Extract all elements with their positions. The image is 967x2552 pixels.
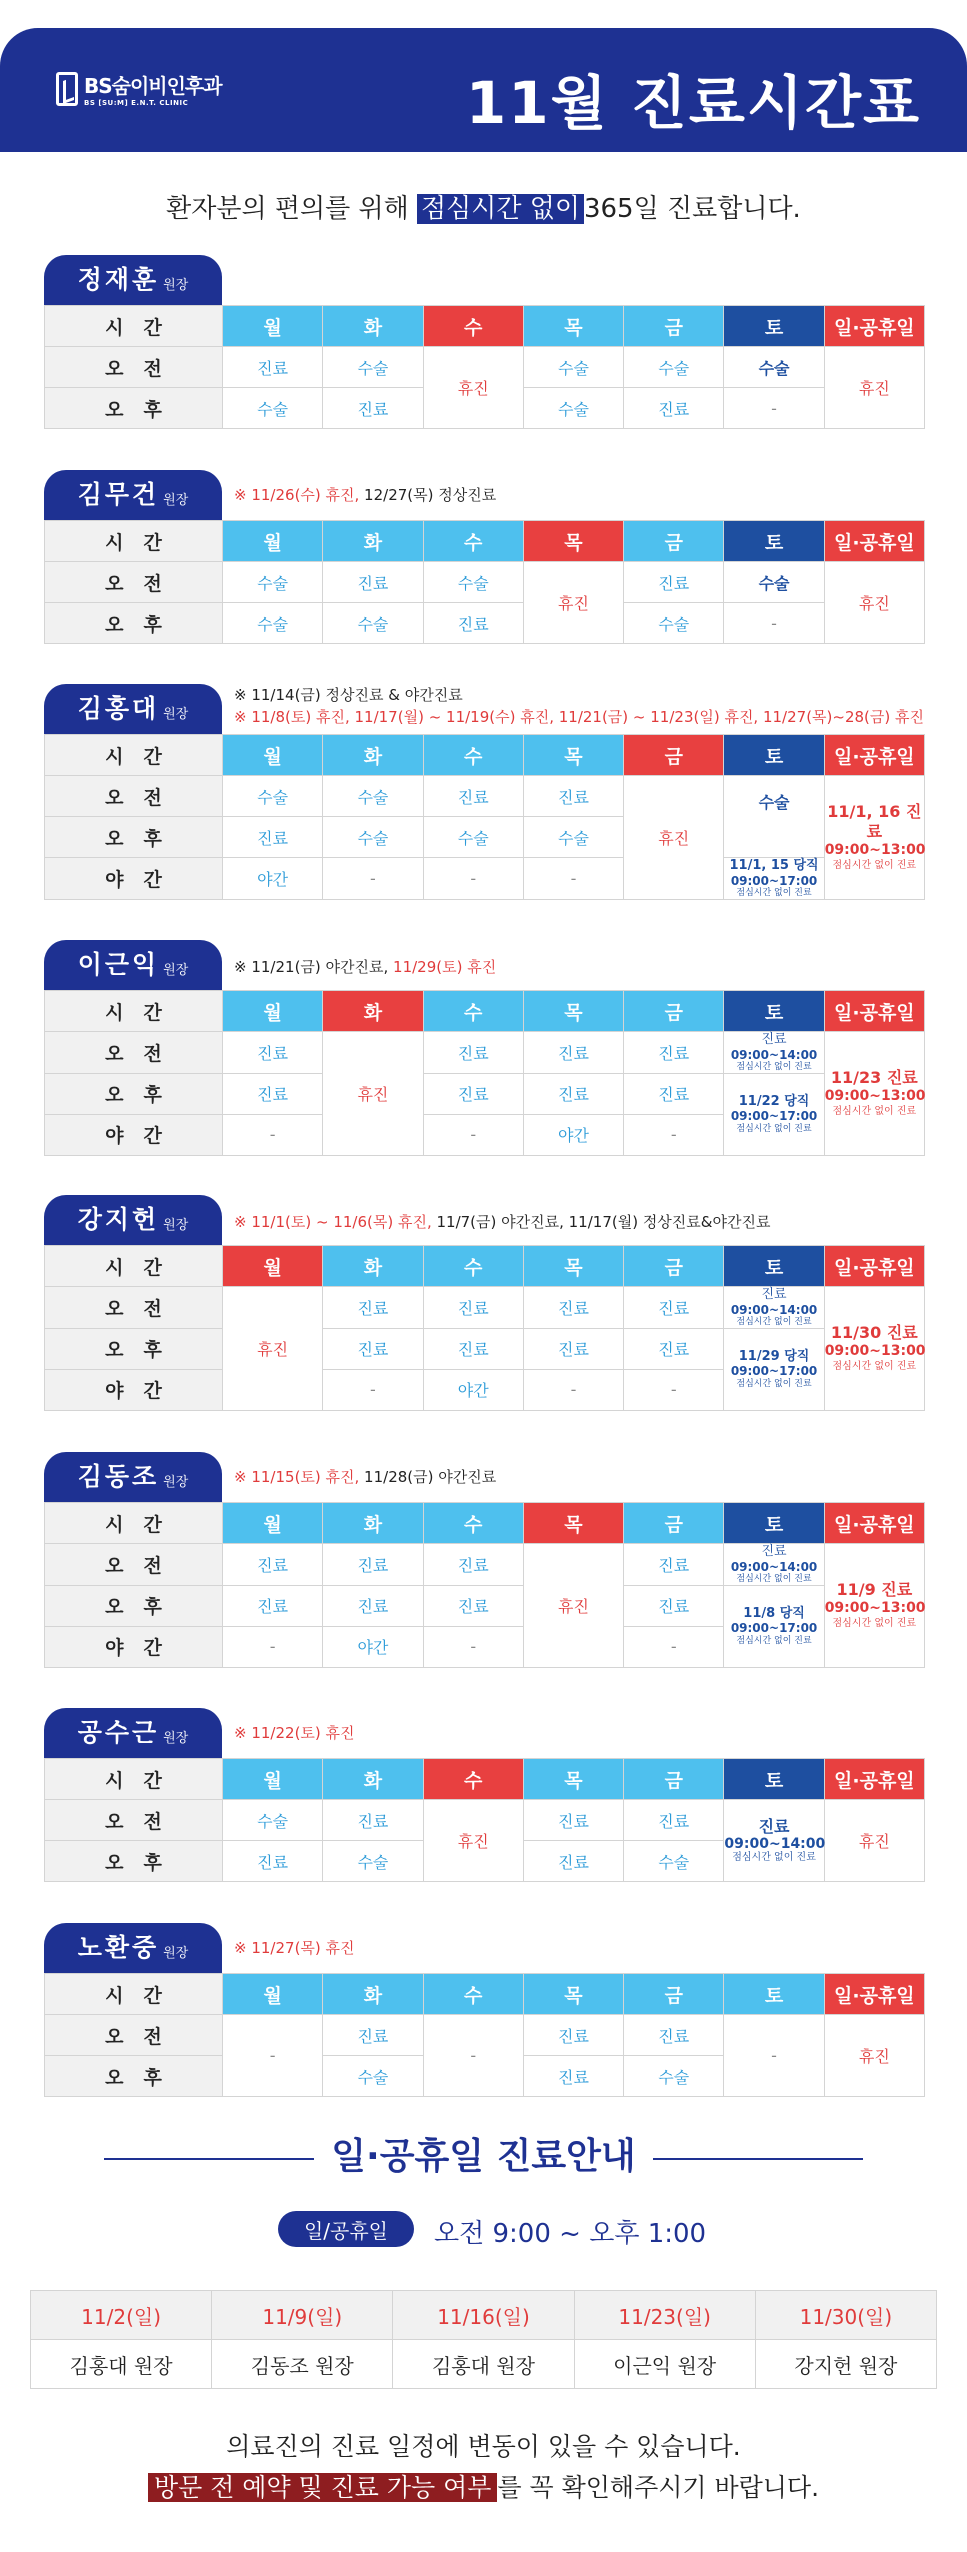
- table-cell: 금: [624, 1974, 724, 2015]
- table-cell: 진료: [423, 1032, 523, 1074]
- table-cell: 수술: [624, 1841, 724, 1882]
- table-cell: 오전: [45, 1800, 223, 1841]
- table-row: [45, 776, 925, 817]
- table-cell: 휴진: [523, 562, 623, 644]
- table-cell: 수: [423, 306, 523, 347]
- table-cell: 일·공휴일: [824, 306, 924, 347]
- table-cell: 수술: [523, 388, 623, 429]
- table-cell: 휴진: [423, 347, 523, 429]
- doctor-name-tab: 이근익 원장: [44, 940, 222, 990]
- table-cell: 금: [624, 1503, 724, 1544]
- holiday-dates-row: [31, 2291, 937, 2340]
- table-cell: -: [423, 858, 523, 900]
- table-cell: 토: [724, 1503, 824, 1544]
- table-row: [45, 1032, 925, 1074]
- table-cell: 진료: [523, 2015, 623, 2056]
- intro-highlight: 점심시간 없이: [417, 194, 584, 224]
- table-cell: 11/23(일): [574, 2291, 755, 2340]
- table-cell: 금: [624, 735, 724, 776]
- table-cell: 오후: [45, 1328, 223, 1369]
- table-row: [45, 735, 925, 776]
- table-cell: 진료 09:00~14:00 점심시간 없이 진료: [724, 1544, 824, 1586]
- table-cell: 일·공휴일: [824, 1974, 924, 2015]
- table-cell: -: [323, 1369, 423, 1410]
- table-cell: 금: [624, 306, 724, 347]
- table-cell: 수: [423, 735, 523, 776]
- table-cell: 진료: [323, 562, 423, 603]
- table-cell: 목: [523, 306, 623, 347]
- table-cell: 월: [223, 1503, 323, 1544]
- table-cell: 일·공휴일: [824, 521, 924, 562]
- table-cell: 일·공휴일: [824, 991, 924, 1032]
- table-cell: 야간: [45, 1369, 223, 1410]
- table-cell: 진료: [323, 1585, 423, 1626]
- table-cell: 수술: [323, 603, 423, 644]
- table-cell: 11/9(일): [212, 2291, 393, 2340]
- table-row: [45, 1585, 925, 1626]
- table-cell: 오전: [45, 562, 223, 603]
- table-cell: 오전: [45, 2015, 223, 2056]
- schedule-note: ※ 11/14(금) 정상진료 & 야간진료: [234, 686, 463, 704]
- table-cell: 진료: [323, 1800, 423, 1841]
- table-cell: 토: [724, 1246, 824, 1287]
- holiday-time: 오전 9:00 ~ 오후 1:00: [434, 2219, 707, 2249]
- table-cell: 진료: [523, 1287, 623, 1329]
- table-cell: 오후: [45, 2056, 223, 2097]
- table-cell: 일·공휴일: [824, 1759, 924, 1800]
- table-cell: 목: [523, 521, 623, 562]
- table-cell: 진료 09:00~14:00 점심시간 없이 진료: [724, 1032, 824, 1074]
- table-cell: 진료: [423, 1585, 523, 1626]
- intro-text: 환자분의 편의를 위해 점심시간 없이 365일 진료합니다.: [166, 194, 801, 224]
- table-cell: 휴진: [223, 1287, 323, 1411]
- footer-notice: 의료진의 진료 일정에 변동이 있을 수 있습니다.: [226, 2432, 741, 2461]
- schedule-table: [44, 1758, 925, 1882]
- table-cell: 월: [223, 306, 323, 347]
- table-cell: 11/1, 15 당직 09:00~17:00 점심시간 없이 진료: [724, 858, 824, 900]
- table-cell: 오후: [45, 388, 223, 429]
- table-cell: 야간: [223, 858, 323, 900]
- table-cell: 시간: [45, 1974, 223, 2015]
- table-cell: 진료: [323, 1287, 423, 1329]
- table-cell: 진료: [423, 1073, 523, 1114]
- table-cell: 11/9 진료 09:00~13:00 점심시간 없이 진료: [824, 1544, 924, 1668]
- table-cell: 휴진: [824, 2015, 924, 2097]
- table-cell: 휴진: [624, 776, 724, 900]
- table-cell: 오후: [45, 1585, 223, 1626]
- table-cell: 진료: [624, 1073, 724, 1114]
- table-cell: 진료: [523, 776, 623, 817]
- table-cell: 김동조 원장: [212, 2340, 393, 2389]
- table-cell: 월: [223, 1974, 323, 2015]
- table-cell: 진료: [223, 1841, 323, 1882]
- table-cell: 진료: [323, 1328, 423, 1369]
- table-cell: -: [223, 1114, 323, 1155]
- table-cell: 진료: [624, 1328, 724, 1369]
- table-cell: 일·공휴일: [824, 735, 924, 776]
- footer-notice-2: 방문 전 예약 및 진료 가능 여부 를 꼭 확인해주시기 바랍니다.: [0, 2468, 967, 2504]
- table-cell: 김홍대 원장: [31, 2340, 212, 2389]
- table-cell: 진료: [624, 1544, 724, 1586]
- table-cell: 오전: [45, 776, 223, 817]
- table-cell: 오전: [45, 1032, 223, 1074]
- doctor-name-tab: 노환중 원장: [44, 1923, 222, 1973]
- table-cell: 월: [223, 991, 323, 1032]
- doctor-name-tab: 강지헌 원장: [44, 1195, 222, 1245]
- table-cell: 진료: [323, 388, 423, 429]
- table-cell: 진료: [423, 1544, 523, 1586]
- table-cell: 오전: [45, 1544, 223, 1586]
- logo-name: BS숨이비인후과: [84, 74, 222, 98]
- table-cell: 오후: [45, 1073, 223, 1114]
- doctor-name-tab: 정재훈 원장: [44, 255, 222, 305]
- table-cell: -: [724, 2015, 824, 2097]
- divider-left: [104, 2158, 314, 2160]
- table-cell: 휴진: [824, 347, 924, 429]
- table-cell: 11/1, 16 진료 09:00~13:00 점심시간 없이 진료: [824, 776, 924, 900]
- table-cell: 야간: [523, 1114, 623, 1155]
- table-cell: 강지헌 원장: [755, 2340, 936, 2389]
- table-cell: 오전: [45, 1287, 223, 1329]
- table-cell: 수술: [724, 776, 824, 858]
- table-cell: 토: [724, 521, 824, 562]
- table-row: [45, 1544, 925, 1586]
- table-row: [45, 858, 925, 900]
- doctor-name-tab: 김홍대 원장: [44, 684, 222, 734]
- table-cell: 화: [323, 1974, 423, 2015]
- table-cell: -: [724, 603, 824, 644]
- table-cell: 수: [423, 1246, 523, 1287]
- table-cell: 시간: [45, 1759, 223, 1800]
- table-cell: 진료: [624, 1032, 724, 1074]
- table-cell: 오후: [45, 817, 223, 858]
- table-row: [45, 1246, 925, 1287]
- table-cell: 화: [323, 991, 423, 1032]
- table-row: [45, 1759, 925, 1800]
- table-cell: 11/8 당직 09:00~17:00 점심시간 없이 진료: [724, 1585, 824, 1667]
- table-header-row: [45, 306, 925, 347]
- table-cell: 금: [624, 521, 724, 562]
- table-cell: 화: [323, 735, 423, 776]
- page-title: 11월 진료시간표: [465, 69, 921, 137]
- table-cell: 수술: [523, 817, 623, 858]
- table-cell: 목: [523, 991, 623, 1032]
- table-cell: 진료: [624, 562, 724, 603]
- table-cell: 목: [523, 735, 623, 776]
- table-cell: 진료: [523, 1800, 623, 1841]
- table-cell: 수술: [724, 347, 824, 388]
- table-cell: 화: [323, 521, 423, 562]
- table-cell: 수술: [323, 776, 423, 817]
- table-cell: 진료: [523, 1328, 623, 1369]
- table-cell: 토: [724, 1974, 824, 2015]
- table-cell: 진료 09:00~14:00 점심시간 없이 진료: [724, 1287, 824, 1329]
- schedule-note: ※ 11/21(금) 야간진료, 11/29(토) 휴진: [234, 958, 497, 976]
- schedule-note: ※ 11/26(수) 휴진, 12/27(목) 정상진료: [234, 486, 497, 504]
- table-cell: 토: [724, 735, 824, 776]
- table-cell: 11/30 진료 09:00~13:00 점심시간 없이 진료: [824, 1287, 924, 1411]
- table-cell: 월: [223, 521, 323, 562]
- table-row: [45, 521, 925, 562]
- table-row: [45, 562, 925, 603]
- table-cell: 진료: [423, 776, 523, 817]
- table-cell: 11/30(일): [755, 2291, 936, 2340]
- table-cell: 진료: [223, 1032, 323, 1074]
- table-cell: 수술: [624, 2056, 724, 2097]
- table-cell: 휴진: [323, 1032, 423, 1156]
- table-cell: 수술: [323, 817, 423, 858]
- schedule-note-red: ※ 11/27(목) 휴진: [234, 1939, 355, 1957]
- schedule-table: [44, 1502, 925, 1668]
- table-cell: 수술: [724, 562, 824, 603]
- table-cell: 수술: [423, 817, 523, 858]
- table-cell: -: [423, 1626, 523, 1667]
- table-cell: 오후: [45, 1841, 223, 1882]
- table-cell: 목: [523, 1503, 623, 1544]
- table-cell: 진료: [223, 347, 323, 388]
- table-cell: 화: [323, 306, 423, 347]
- table-cell: 토: [724, 1759, 824, 1800]
- table-cell: 진료: [624, 2015, 724, 2056]
- table-cell: 야간: [45, 1626, 223, 1667]
- table-cell: 진료: [423, 603, 523, 644]
- doctor-name-tab: 김무건 원장: [44, 470, 222, 520]
- table-cell: 휴진: [824, 1800, 924, 1882]
- table-cell: 오후: [45, 603, 223, 644]
- table-cell: 토: [724, 991, 824, 1032]
- table-cell: 수술: [223, 1800, 323, 1841]
- table-cell: 진료: [223, 1073, 323, 1114]
- table-cell: 수: [423, 1974, 523, 2015]
- schedule-table: [44, 1245, 925, 1411]
- table-cell: 진료: [423, 1328, 523, 1369]
- table-cell: 목: [523, 1246, 623, 1287]
- table-cell: 수: [423, 1759, 523, 1800]
- table-cell: 휴진: [423, 1800, 523, 1882]
- table-row: [45, 1073, 925, 1114]
- table-cell: 진료 09:00~14:00 점심시간 없이 진료: [724, 1800, 824, 1882]
- holiday-badge: 일/공휴일: [278, 2211, 414, 2247]
- holiday-table: [30, 2290, 937, 2389]
- header-banner: [0, 28, 967, 152]
- table-cell: 목: [523, 1759, 623, 1800]
- table-cell: 시간: [45, 521, 223, 562]
- table-cell: 진료: [523, 2056, 623, 2097]
- divider-right: [653, 2158, 863, 2160]
- schedule-note: ※ 11/15(토) 휴진, 11/28(금) 야간진료: [234, 1468, 497, 1486]
- table-cell: 금: [624, 1246, 724, 1287]
- table-cell: 화: [323, 1759, 423, 1800]
- table-cell: 금: [624, 991, 724, 1032]
- table-cell: 진료: [423, 1287, 523, 1329]
- schedule-table: [44, 990, 925, 1156]
- schedule-note: ※ 11/1(토) ~ 11/6(목) 휴진, 11/7(금) 야간진료, 11/17(월) 정상진료&야간진료: [234, 1213, 771, 1231]
- table-cell: 진료: [523, 1073, 623, 1114]
- table-cell: 휴진: [824, 562, 924, 644]
- holiday-title: 일·공휴일 진료안내: [0, 2128, 967, 2179]
- table-cell: 수술: [223, 388, 323, 429]
- table-cell: 11/23 진료 09:00~13:00 점심시간 없이 진료: [824, 1032, 924, 1156]
- doctor-name-tab: 공수근 원장: [44, 1708, 222, 1758]
- doctor-name-tab: 김동조 원장: [44, 1452, 222, 1502]
- table-cell: 월: [223, 735, 323, 776]
- table-cell: 오전: [45, 347, 223, 388]
- table-cell: 수술: [223, 603, 323, 644]
- table-cell: 토: [724, 306, 824, 347]
- footer-highlight: 방문 전 예약 및 진료 가능 여부: [148, 2473, 497, 2502]
- table-cell: 진료: [624, 388, 724, 429]
- table-cell: 목: [523, 1974, 623, 2015]
- table-cell: 금: [624, 1759, 724, 1800]
- table-row: [45, 991, 925, 1032]
- table-cell: 김홍대 원장: [393, 2340, 574, 2389]
- table-cell: 진료: [523, 1032, 623, 1074]
- table-cell: 11/29 당직 09:00~17:00 점심시간 없이 진료: [724, 1328, 824, 1410]
- table-cell: -: [323, 858, 423, 900]
- table-cell: -: [624, 1114, 724, 1155]
- table-cell: 시간: [45, 1503, 223, 1544]
- table-cell: 수: [423, 521, 523, 562]
- table-cell: 야간: [423, 1369, 523, 1410]
- table-cell: 11/2(일): [31, 2291, 212, 2340]
- table-cell: 일·공휴일: [824, 1246, 924, 1287]
- table-cell: 휴진: [523, 1544, 623, 1668]
- table-row: [45, 1503, 925, 1544]
- table-cell: -: [423, 2015, 523, 2097]
- table-cell: 진료: [223, 1544, 323, 1586]
- holiday-doctors-row: [31, 2340, 937, 2389]
- table-cell: 수술: [323, 347, 423, 388]
- table-cell: 진료: [323, 2015, 423, 2056]
- schedule-table: [44, 1973, 925, 2097]
- schedule-note-red: ※ 11/8(토) 휴진, 11/17(월) ~ 11/19(수) 휴진, 11/21(금) ~ 11/23(일) 휴진, 11/27(목)~28(금) 휴진: [234, 708, 924, 726]
- table-cell: 시간: [45, 1246, 223, 1287]
- table-cell: 이근익 원장: [574, 2340, 755, 2389]
- table-cell: 수술: [423, 562, 523, 603]
- table-cell: 진료: [624, 1287, 724, 1329]
- table-cell: -: [624, 1369, 724, 1410]
- table-cell: 수술: [323, 1841, 423, 1882]
- table-cell: 월: [223, 1246, 323, 1287]
- table-row: [45, 1287, 925, 1329]
- schedule-table: [44, 520, 925, 644]
- table-cell: 일·공휴일: [824, 1503, 924, 1544]
- schedule-note-red: ※ 11/22(토) 휴진: [234, 1724, 355, 1742]
- table-cell: 11/16(일): [393, 2291, 574, 2340]
- table-row: [45, 603, 925, 644]
- logo-icon: [56, 72, 78, 106]
- table-cell: 수술: [223, 776, 323, 817]
- table-cell: 수술: [624, 347, 724, 388]
- table-cell: 야간: [45, 1114, 223, 1155]
- table-cell: 야간: [45, 858, 223, 900]
- table-cell: -: [423, 1114, 523, 1155]
- table-cell: 11/22 당직 09:00~17:00 점심시간 없이 진료: [724, 1073, 824, 1155]
- table-cell: -: [624, 1626, 724, 1667]
- table-cell: 수술: [323, 2056, 423, 2097]
- table-cell: 화: [323, 1503, 423, 1544]
- table-cell: 수술: [624, 603, 724, 644]
- schedule-table: [44, 305, 925, 429]
- table-cell: 진료: [223, 1585, 323, 1626]
- logo-sub: BS [SU:M] E.N.T. CLINIC: [84, 99, 189, 107]
- table-row-am: [45, 347, 925, 388]
- table-cell: -: [223, 2015, 323, 2097]
- table-cell: 수: [423, 1503, 523, 1544]
- table-cell: 야간: [323, 1626, 423, 1667]
- schedule-table: [44, 734, 925, 900]
- table-cell: 진료: [223, 817, 323, 858]
- table-cell: 시간: [45, 306, 223, 347]
- table-cell: 월: [223, 1759, 323, 1800]
- table-cell: -: [523, 858, 623, 900]
- clinic-logo[interactable]: [56, 70, 222, 107]
- table-row: [45, 1974, 925, 2015]
- table-cell: 시간: [45, 991, 223, 1032]
- table-cell: 진료: [624, 1585, 724, 1626]
- table-row: [45, 1800, 925, 1841]
- table-cell: -: [523, 1369, 623, 1410]
- table-cell: 수술: [523, 347, 623, 388]
- table-cell: 진료: [523, 1841, 623, 1882]
- table-cell: 진료: [624, 1800, 724, 1841]
- table-cell: -: [724, 388, 824, 429]
- table-cell: 화: [323, 1246, 423, 1287]
- table-cell: -: [223, 1626, 323, 1667]
- table-cell: 수술: [223, 562, 323, 603]
- table-cell: 진료: [323, 1544, 423, 1586]
- table-cell: 시간: [45, 735, 223, 776]
- table-row: [45, 2015, 925, 2056]
- table-row: [45, 1328, 925, 1369]
- table-cell: 수: [423, 991, 523, 1032]
